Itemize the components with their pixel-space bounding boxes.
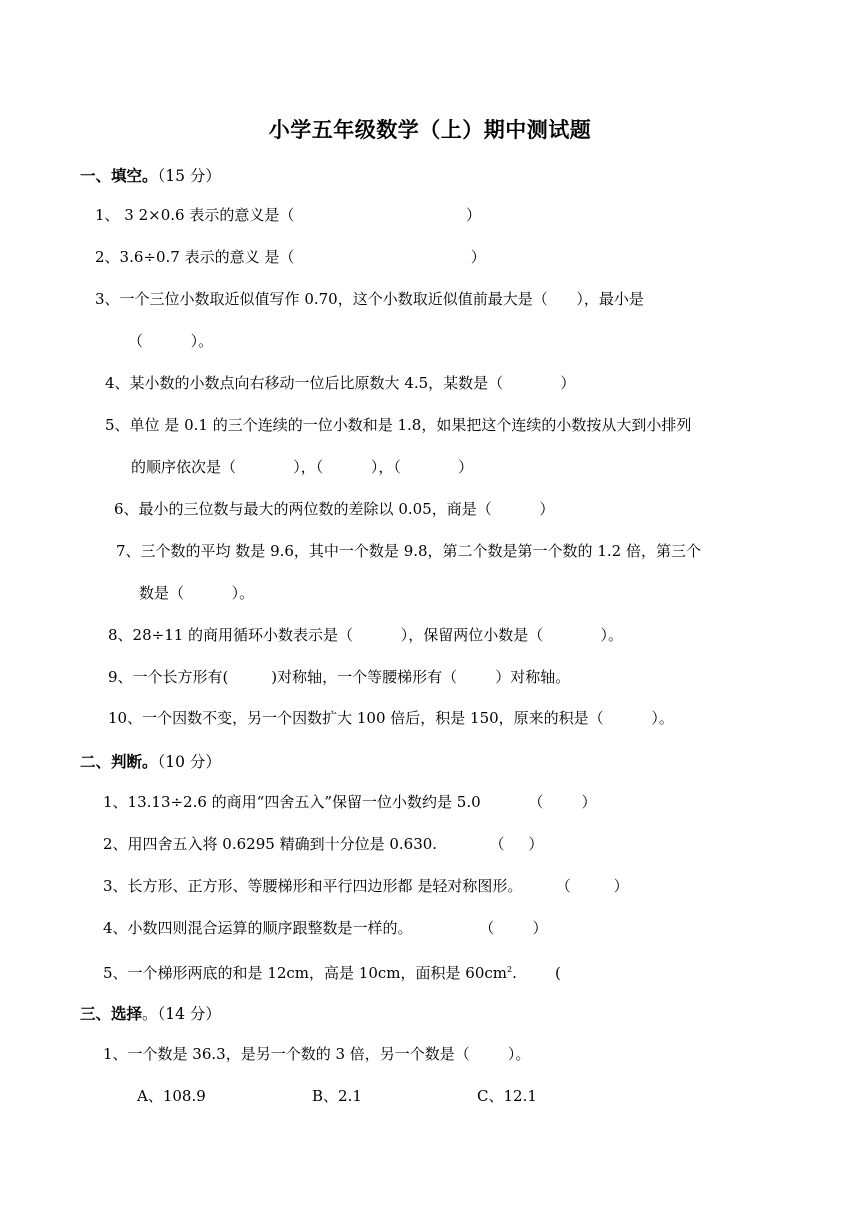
section-heading-judge	[80, 750, 221, 772]
question-line: 4、小数四则混合运算的顺序跟整数是一样的。 （ ）	[103, 919, 548, 937]
question-line: 2、用四舍五入将 0.6295 精确到十分位是 0.630. （ ）	[103, 835, 544, 853]
section-heading-choice	[80, 1002, 221, 1024]
question-line: 6、最小的三位数与最大的两位数的差除以 0.05，商是（ ）	[114, 500, 555, 518]
section-score: （15 分）	[157, 167, 221, 185]
choice-option-c: C、12.1	[477, 1087, 537, 1105]
question-line: 2、3.6÷0.7 表示的意义 是（ ）	[95, 248, 486, 266]
question-line: 3、长方形、正方形、等腰梯形和平行四边形都 是轻对称图形。 （ ）	[103, 877, 629, 895]
question-line: 8、28÷11 的商用循环小数表示是（ ），保留两位小数是（ ）。	[108, 626, 623, 644]
question-line: 7、三个数的平均 数是 9.6，其中一个数是 9.8，第二个数是第一个数的 1.2 倍，第三个	[116, 542, 701, 560]
question-line: （ ）。	[128, 332, 214, 350]
section-title: 二、判断。	[80, 752, 158, 771]
question-line: 4、某小数的小数点向右移动一位后比原数大 4.5，某数是（ ）	[105, 374, 576, 392]
section-heading-fill	[80, 164, 221, 186]
question-line: 9、一个长方形有( )对称轴，一个等腰梯形有（ ）对称轴。	[108, 668, 571, 686]
choice-option-a: A、108.9	[137, 1087, 206, 1105]
question-line: 1、13.13÷2.6 的商用“四舍五入”保留一位小数约是 5.0 （ ）	[103, 793, 597, 811]
section-title: 一、填空。	[80, 166, 158, 185]
question-line: 数是（ ）。	[139, 584, 255, 602]
superscript: 2	[506, 965, 513, 974]
section-score: （10 分）	[157, 753, 221, 771]
question-text: 5、一个梯形两底的和是 12cm，高是 10cm，面积是 60cm	[103, 964, 507, 982]
question-line: 1、 3 2×0.6 表示的意义是（ ）	[95, 206, 482, 224]
section-score: 。（14 分）	[142, 1005, 221, 1023]
question-line	[103, 960, 561, 983]
question-line: 3、一个三位小数取近似值写作 0.70，这个小数取近似值前最大是（ ），最小是	[95, 290, 644, 308]
choice-option-b: B、2.1	[312, 1087, 362, 1105]
question-line: 1、一个数是 36.3，是另一个数的 3 倍，另一个数是（ ）。	[103, 1045, 531, 1063]
question-line: 的顺序依次是（ ），（ ），（ ）	[131, 458, 474, 476]
question-line: 5、单位 是 0.1 的三个连续的一位小数和是 1.8，如果把这个连续的小数按从大到小排列	[105, 416, 692, 434]
question-text: . (	[512, 964, 561, 982]
page-title: 小学五年级数学（上）期中测试题	[268, 117, 592, 142]
question-line: 10、一个因数不变，另一个因数扩大 100 倍后，积是 150，原来的积是（ ）。	[108, 709, 674, 727]
section-title: 三、选择	[80, 1004, 143, 1023]
